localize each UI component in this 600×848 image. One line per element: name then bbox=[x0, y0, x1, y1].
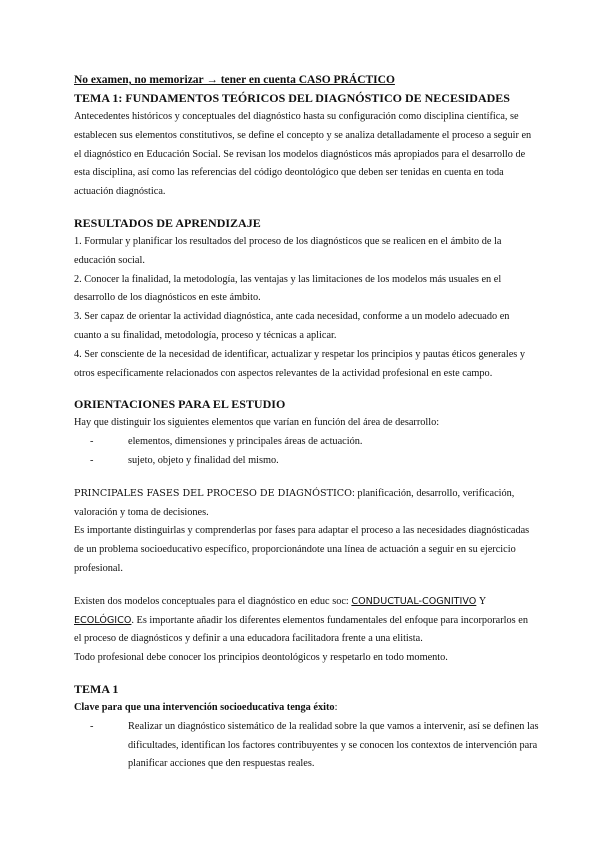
text-line: 3. Ser capaz de orientar la actividad diagnóstica, ante cada necesidad, conforme a un modelo adecuado en bbox=[74, 311, 510, 323]
text-line: el diagnóstico en Educación Social. Se revisan los modelos diagnósticos más apropiados para el desarrollo de bbox=[74, 148, 526, 160]
list-item: - elementos, dimensiones y principales áreas de actuación. bbox=[74, 433, 534, 452]
fases-text: : planificación, desarrollo, verificación, bbox=[351, 487, 515, 499]
tema1-title: TEMA 1: FUNDAMENTOS TEÓRICOS DEL DIAGNÓSTICO DE NECESIDADES bbox=[74, 91, 510, 105]
list-item-text: elementos, dimensiones y principales áreas de actuación. bbox=[128, 436, 363, 448]
modelos-line-3: el proceso de diagnósticos y definir a una educadora facilitadora frente a una elitista. bbox=[74, 633, 423, 645]
list-item-text bbox=[128, 718, 539, 774]
text-line: profesional. bbox=[74, 562, 123, 574]
text-line: desarrollo de los diagnósticos en este ámbito. bbox=[74, 292, 261, 304]
intro-paragraph bbox=[74, 108, 534, 202]
document-page bbox=[74, 71, 539, 774]
text-line: establecen sus elementos constitutivos, se define el concepto y se analiza detalladamente el proceso a seguir en bbox=[74, 129, 532, 141]
fases-label: PRINCIPALES FASES DEL PROCESO DE DIAGNÓSTICO bbox=[74, 487, 352, 499]
modelos-text: Existen dos modelos conceptuales para el diagnóstico en educ soc: bbox=[74, 595, 352, 607]
resultados-list bbox=[74, 233, 534, 383]
modelos-text: . Es importante añadir los diferentes elementos fundamentales del enfoque para incorporarlos en bbox=[131, 614, 528, 626]
text-line: 4. Ser consciente de la necesidad de identificar, actualizar y respetar los principios y pautas éticos generales y bbox=[74, 348, 526, 360]
list-item: - sujeto, objeto y finalidad del mismo. bbox=[74, 452, 534, 471]
modelos-line-2 bbox=[74, 612, 534, 631]
orientaciones-heading: ORIENTACIONES PARA EL ESTUDIO bbox=[74, 397, 286, 412]
resultados-heading: RESULTADOS DE APRENDIZAJE bbox=[74, 215, 261, 230]
model-conductual-cognitivo: CONDUCTUAL-COGNITIVO bbox=[351, 595, 477, 607]
text-line: 2. Conocer la finalidad, la metodología, las ventajas y las limitaciones de los modelos más usuales en el bbox=[74, 273, 502, 285]
orientaciones-intro: Hay que distinguir los siguientes elementos que varían en función del área de desarrollo: bbox=[74, 417, 440, 429]
text-line: 1. Formular y planificar los resultados del proceso de los diagnósticos que se realicen en el ámbito de la bbox=[74, 235, 502, 247]
list-item-text: sujeto, objeto y finalidad del mismo. bbox=[128, 454, 279, 466]
modelos-conj: Y bbox=[476, 595, 486, 607]
tema1-subheading bbox=[74, 699, 534, 718]
subheading-colon: : bbox=[334, 701, 338, 713]
header-note: No examen, no memorizar → tener en cuenta CASO PRÁCTICO bbox=[74, 74, 395, 86]
text-line: planificar acciones que den respuestas reales. bbox=[128, 758, 315, 770]
text-line: otros específicamente relacionados con aspectos relevantes de la actividad profesional en este campo. bbox=[74, 367, 493, 379]
text-line: esta disciplina, así como las referencias del código deontológico que deben ser tenidas en cuenta en toda bbox=[74, 167, 504, 179]
text-line: Antecedentes históricos y conceptuales del diagnóstico hasta su configuración como disciplina científica, se bbox=[74, 111, 519, 122]
text-line: Es importante distinguirlas y comprenderlas por fases para adaptar el proceso a las necesidades diagnósticadas bbox=[74, 525, 530, 537]
fases-line-2: valoración y toma de decisiones. bbox=[74, 506, 209, 518]
text-line: cuanto a su finalidad, metodología, proceso y técnicas a aplicar. bbox=[74, 329, 337, 341]
text-line: Realizar un diagnóstico sistemático de la realidad sobre la que vamos a intervenir, así se definen las bbox=[128, 720, 539, 732]
fases-line bbox=[74, 485, 534, 504]
list-item: - Realizar un diagnóstico sistemático de la realidad sobre la que vamos a intervenir, así se definen las dificultades, identifican los factores contribuyentes y se conocen los contextos de intervención para planificar acciones que den respuestas reales. bbox=[74, 718, 534, 774]
text-line: actuación diagnóstica. bbox=[74, 186, 166, 198]
modelos-line-4: Todo profesional debe conocer los principios deontológicos y respetarlo en todo momento. bbox=[74, 652, 448, 664]
subheading-text: Clave para que una intervención socioeducativa tenga éxito bbox=[74, 701, 335, 713]
text-line: dificultades, identifican los factores contribuyentes y se conocen los contextos de intervención para bbox=[128, 739, 538, 751]
tema1-heading: TEMA 1 bbox=[74, 681, 119, 696]
modelos-line-1 bbox=[74, 593, 534, 612]
fases-paragraph bbox=[74, 522, 534, 578]
text-line: educación social. bbox=[74, 254, 145, 266]
text-line: de un problema socioeducativo específico, proporcionándote una línea de actuación a seguir en su ejercicio bbox=[74, 544, 516, 556]
model-ecologico: ECOLÓGICO bbox=[74, 614, 132, 626]
